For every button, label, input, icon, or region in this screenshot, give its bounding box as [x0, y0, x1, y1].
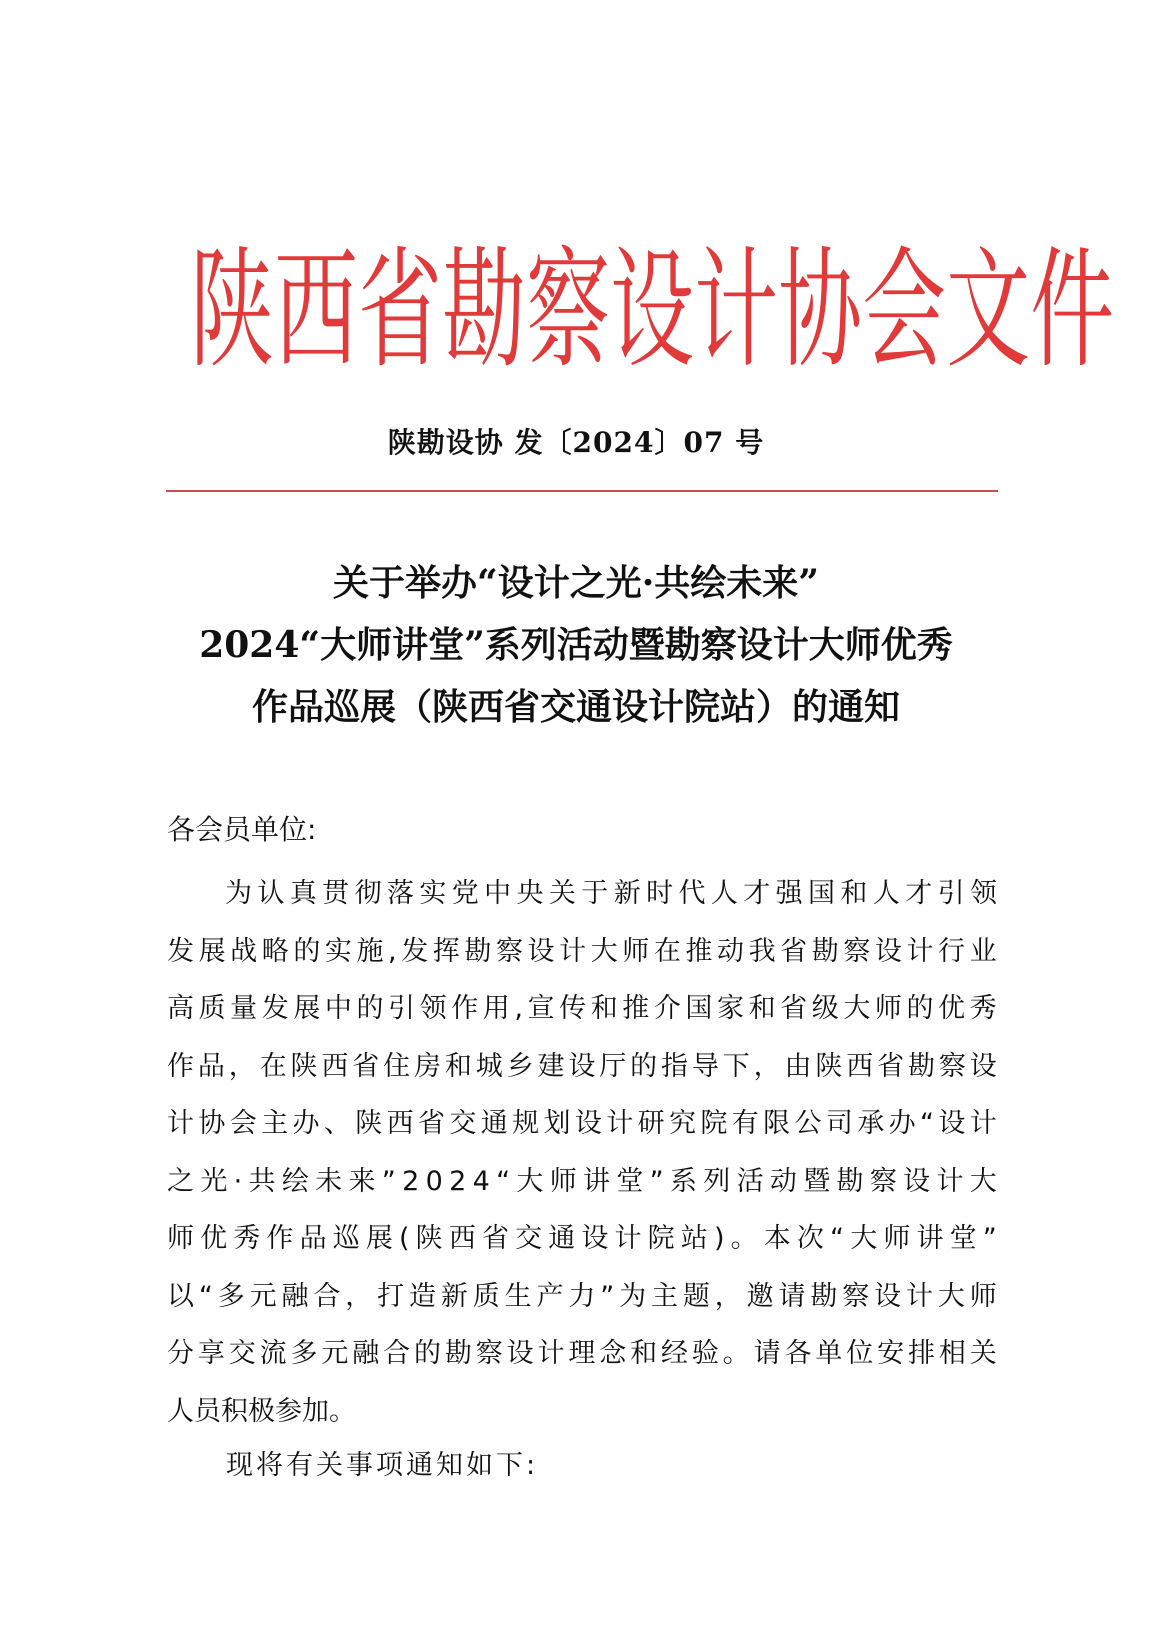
masthead-title	[190, 234, 1115, 386]
body-line: 高 质 量 发 展 中 的 引 领 作 用 , 宣 传 和 推 介 国 家 和 省 级 大 师 的 优 秀	[167, 993, 997, 1024]
body-line: 以 “ 多 元 融 合 ， 打 造 新 质 生 产 力 ” 为 主 题 ， 邀 请 勘 察 设 计 大 师	[167, 1280, 997, 1312]
masthead-char: 省	[358, 234, 443, 386]
body-line: 分 享 交 流 多 元 融 合 的 勘 察 设 计 理 念 和 经 验 。 请 各 单 位 安 排 相 关	[167, 1338, 997, 1369]
body-line: 发 展 战 略 的 实 施 , 发 挥 勘 察 设 计 大 师 在 推 动 我 省 勘 察 设 计 行 业	[167, 935, 997, 967]
masthead-char: 陕	[190, 234, 275, 386]
title-line-1: 关于举办“设计之光·共绘未来”	[333, 562, 819, 604]
document-number: 陕勘设协 发〔2024〕07 号	[387, 426, 765, 459]
closing-line: 现将有关事项通知如下:	[226, 1450, 539, 1481]
body-paragraph	[167, 865, 997, 1440]
masthead-char: 计	[694, 234, 779, 386]
masthead-char: 西	[274, 234, 359, 386]
salutation: 各会员单位:	[167, 813, 317, 846]
masthead-char: 察	[526, 234, 611, 386]
notice-title	[140, 552, 1012, 738]
body-line: 人 员 积 极 参 加 。	[167, 1395, 356, 1427]
body-line: 师 优 秀 作 品 巡 展 ( 陕 西 省 交 通 设 计 院 站 ) 。 本 次 “ 大 师 讲 堂 ”	[167, 1223, 997, 1254]
body-line: 为 认 真 贯 彻 落 实 党 中 央 关 于 新 时 代 人 才 强 国 和 人 才 引 领	[225, 878, 997, 909]
title-line-2: 2024“大师讲堂”系列活动暨勘察设计大师优秀	[199, 624, 953, 666]
red-divider	[166, 490, 998, 492]
title-line-3: 作品巡展（陕西省交通设计院站）的通知	[251, 686, 900, 728]
masthead-char: 件	[1030, 234, 1115, 386]
masthead-char: 会	[862, 234, 947, 386]
body-line: 作 品 ， 在 陕 西 省 住 房 和 城 乡 建 设 厅 的 指 导 下 ， 由 陕 西 省 勘 察 设	[167, 1050, 997, 1082]
masthead-char: 勘	[442, 234, 527, 386]
masthead-char: 设	[610, 234, 695, 386]
body-line: 计 协 会 主 办 、 陕 西 省 交 通 规 划 设 计 研 究 院 有 限 公 司 承 办 “ 设 计	[167, 1108, 997, 1139]
body-line: 之 光 · 共 绘 未 来 ” 2 0 2 4 “ 大 师 讲 堂 ” 系 列 活 动 暨 勘 察 设 计 大	[167, 1165, 997, 1197]
masthead-char: 协	[778, 234, 863, 386]
masthead-char: 文	[946, 234, 1031, 386]
